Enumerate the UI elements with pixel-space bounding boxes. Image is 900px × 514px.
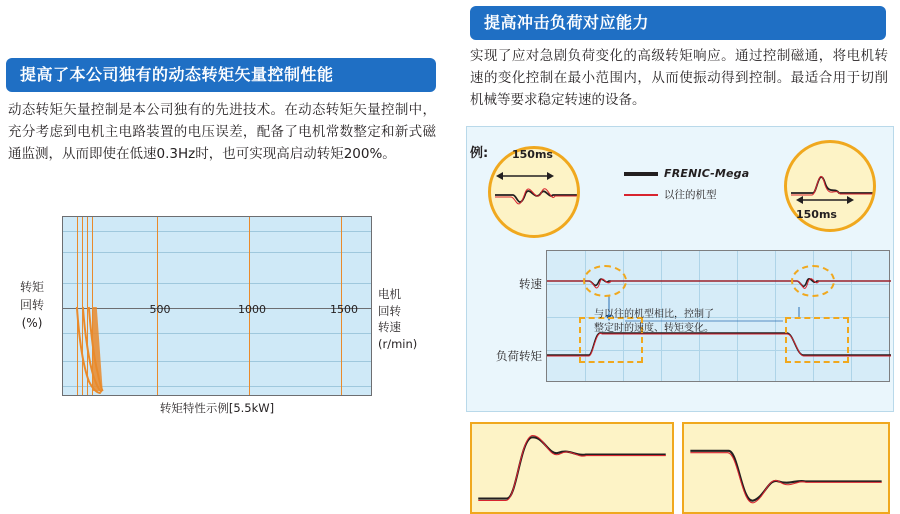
- zoom-panel-left-trace: [472, 424, 672, 512]
- y-axis-line-2: 回转: [19, 298, 44, 312]
- x-tick-1000: 1000: [238, 303, 266, 316]
- row-label-torque: 负荷转矩: [496, 349, 542, 363]
- right-heading-text: 提高冲击负荷对应能力: [484, 13, 650, 33]
- legend-swatch-red: [624, 194, 658, 196]
- figure-legend: [624, 166, 792, 208]
- x-tick-500: 500: [149, 303, 171, 316]
- left-body-text: 动态转矩矢量控制是本公司独有的先进技术。在动态转矩矢量控制中，充分考虑到电机主电路装置的电压误差，配备了电机常数整定和新式磁通监测，从而即使在低速0.3Hz时，也可实现高启动转矩200%。: [8, 102, 436, 162]
- x-axis-line-1: 电机: [378, 287, 401, 301]
- torque-chart: [62, 216, 372, 396]
- dashed-ellipse-speed-right: [791, 265, 835, 297]
- y-axis-line-1: 转矩: [19, 280, 44, 294]
- left-heading-text: 提高了本公司独有的动态转矩矢量控制性能: [20, 65, 334, 85]
- torque-chart-caption: 转矩特性示例[5.5kW]: [159, 401, 275, 415]
- gridline-neg100: [63, 333, 371, 334]
- dashed-box-torque-right: [785, 317, 849, 363]
- x-tick-1500: 1500: [330, 303, 358, 316]
- zoom-panel-right-trace: [684, 424, 888, 512]
- legend-item-conventional: [624, 188, 792, 204]
- figure-annotation: [594, 308, 774, 336]
- torque-limit-line-3: [87, 217, 88, 395]
- gridline-zero: [63, 308, 371, 309]
- torque-chart-x-axis-title: [378, 286, 440, 353]
- torque-limit-line-4: [92, 217, 93, 395]
- y-axis-line-3: (%): [21, 316, 43, 330]
- x-axis-line-4: (r/min): [378, 337, 418, 352]
- legend-label-mega: FRENIC-Mega: [664, 167, 750, 180]
- legend-swatch-black: [624, 172, 658, 176]
- annotation-line-1: 与以往的机型相比，控制了: [594, 309, 714, 320]
- callout-right-span-arrow: [796, 194, 854, 206]
- left-section-heading: [6, 58, 436, 92]
- legend-label-conventional: 以往的机型: [664, 188, 717, 201]
- right-body-text: 实现了应对急剧负荷变化的高级转矩响应。通过控制磁通，将电机转速的变化控制在最小范围内，从而使振动得到控制。最适合用于切削机械等要求稳定转速的设备。: [470, 48, 888, 108]
- gridline-neg250: [63, 386, 371, 387]
- annotation-line-2: 整定时的速度、转矩变化。: [594, 323, 714, 334]
- x-axis-line-3: 转速: [378, 320, 401, 335]
- callout-right-duration-label: 150ms: [796, 208, 837, 221]
- callout-left-duration-label: 150ms: [512, 148, 553, 161]
- gridline-250: [63, 231, 371, 232]
- right-section-heading: [470, 6, 886, 40]
- torque-limit-line-2: [82, 217, 83, 395]
- row-label-speed: 转速: [519, 277, 542, 291]
- gridline-200: [63, 252, 371, 253]
- torque-chart-y-axis-title: [8, 278, 56, 332]
- left-column: [0, 0, 445, 514]
- zoom-panel-left: [470, 422, 674, 514]
- zoom-panel-right: [682, 422, 890, 514]
- dashed-ellipse-speed-left: [583, 265, 627, 297]
- legend-item-mega: [624, 166, 792, 183]
- torque-decay-curve: [63, 217, 371, 395]
- gridline-100: [63, 283, 371, 284]
- gridline-neg200: [63, 361, 371, 362]
- x-axis-line-2: 回转: [378, 303, 401, 318]
- figure-example-label: 例:: [470, 146, 489, 161]
- torque-limit-line-1: [77, 217, 78, 395]
- callout-left-span-arrow: [496, 170, 554, 182]
- shock-load-figure: [466, 126, 894, 514]
